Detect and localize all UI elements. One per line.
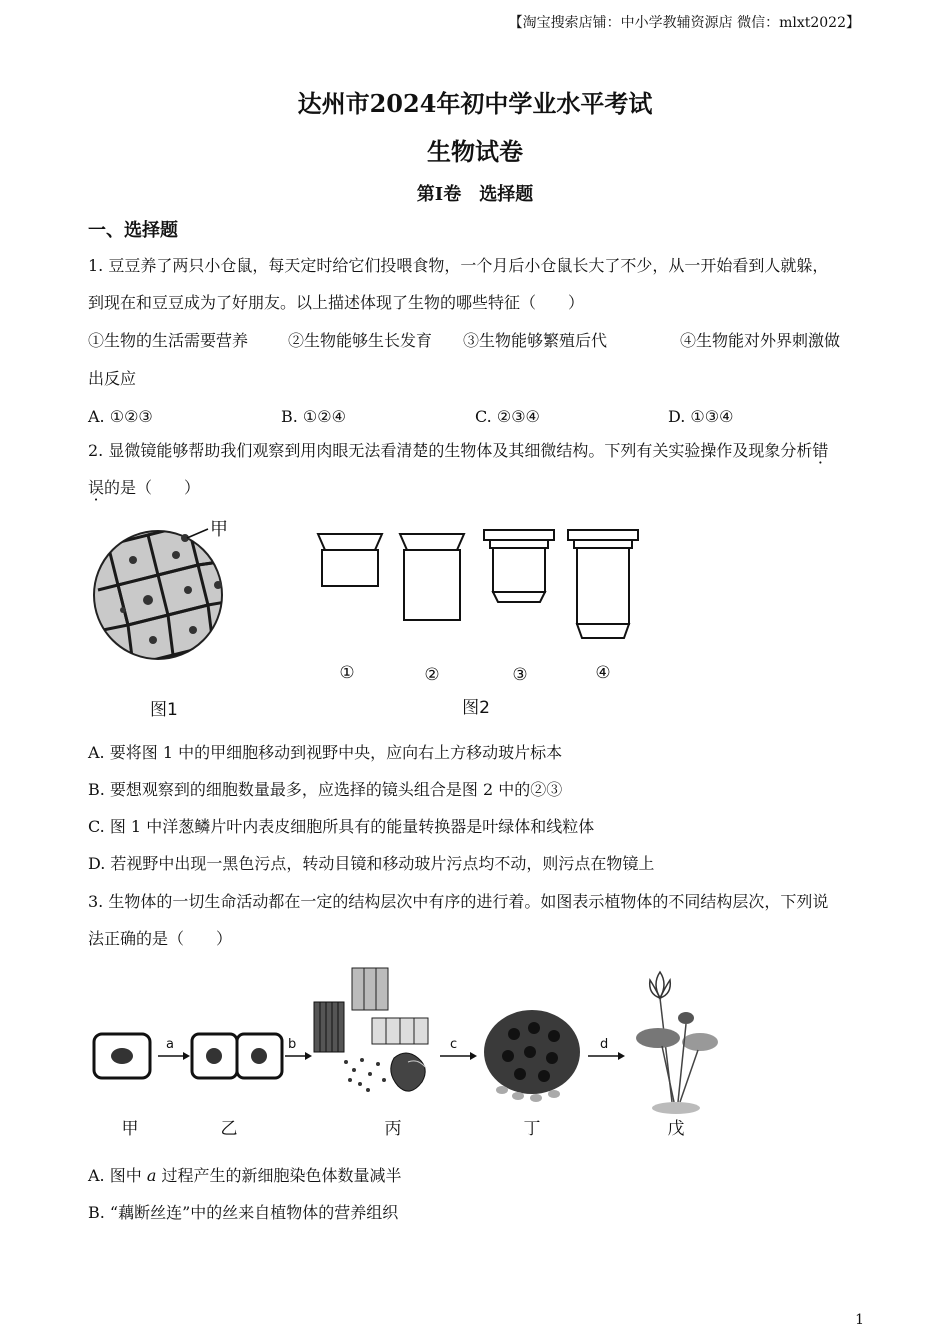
stage-label-jia: 甲 <box>121 1119 139 1139</box>
lens-label-3: ③ <box>512 665 528 685</box>
stage-label-ding: 丁 <box>523 1119 541 1139</box>
q1-statement-2: ②生物能够生长发育 <box>288 331 433 350</box>
arrow-label-b: b <box>288 1037 297 1052</box>
q1-statement-1: ①生物的生活需要营养 <box>88 331 249 350</box>
q2-emphasis-wu: 误 <box>88 478 105 497</box>
cell-jia <box>94 1034 150 1078</box>
stage-label-wu: 戊 <box>667 1119 685 1139</box>
stage-label-yi: 乙 <box>220 1119 238 1139</box>
q1-stem-line1: 1. 豆豆养了两只小仓鼠，每天定时给它们投喂食物，一个月后小仓鼠长大了不少，从一开始看到人就躲， <box>88 256 829 275</box>
q2-option-d: D. 若视野中出现一黑色污点，转动目镜和移动玻片污点均不动，则污点在物镜上 <box>88 854 655 873</box>
figure-3-structure-levels <box>88 962 728 1147</box>
q3-option-a-italic: a <box>146 1166 157 1185</box>
q3-stem-line1: 3. 生物体的一切生命活动都在一定的结构层次中有序的进行着。如图表示植物体的不同结构层次，下列说 <box>88 892 829 911</box>
q2-option-a: A. 要将图 1 中的甲细胞移动到视野中央，应向右上方移动玻片标本 <box>88 743 563 762</box>
q1-option-b: B. ①②④ <box>281 407 346 426</box>
lens-label-1: ① <box>339 663 355 683</box>
arrow-label-c: c <box>450 1037 458 1052</box>
section-heading: 一、选择题 <box>88 220 178 241</box>
q2-stem-line2-text: 的是（ ） <box>104 478 201 497</box>
lens-label-4: ④ <box>595 663 611 683</box>
organ-ding-lotus-pod <box>484 1010 580 1102</box>
subject-title: 生物试卷 <box>427 137 523 166</box>
stage-label-bing: 丙 <box>384 1119 402 1139</box>
q3-option-a-prefix: A. 图中 <box>88 1166 147 1185</box>
q2-stem-line1-text: 2. 显微镜能够帮助我们观察到用肉眼无法看清楚的生物体及其细微结构。下列有关实验操作及现象分析 <box>88 441 813 460</box>
q3-option-a-suffix: 过程产生的新细胞染色体数量减半 <box>156 1166 402 1185</box>
q1-statement-4-cont: 出反应 <box>88 369 137 388</box>
arrow-label-a: a <box>166 1037 174 1052</box>
q1-option-d: D. ①③④ <box>668 407 734 426</box>
arrow-b <box>285 1037 312 1060</box>
objective-short <box>484 530 554 602</box>
eyepiece-short <box>318 534 382 586</box>
page-header: 【淘宝搜索店铺：中小学教辅资源店 微信：mlxt2022】 <box>508 15 860 31</box>
q1-statement-3: ③生物能够繁殖后代 <box>463 331 608 350</box>
cells-yi <box>192 1034 282 1078</box>
q2-stem-line2 <box>88 477 200 499</box>
q2-stem-line1 <box>88 440 828 462</box>
objective-long <box>568 530 638 638</box>
figure-1-label: 图1 <box>150 700 178 720</box>
q3-option-b: B. “藕断丝连”中的丝来自植物体的营养组织 <box>88 1203 399 1222</box>
label-jia: 甲 <box>210 519 228 540</box>
lens-label-2: ② <box>424 665 440 685</box>
arrow-c <box>440 1037 477 1060</box>
q3-option-a <box>88 1165 401 1187</box>
arrow-label-d: d <box>600 1037 609 1052</box>
q2-option-b: B. 要想观察到的细胞数量最多，应选择的镜头组合是图 2 中的②③ <box>88 780 563 799</box>
figure-2-label: 图2 <box>462 698 490 718</box>
q2-option-c: C. 图 1 中洋葱鳞片叶内表皮细胞所具有的能量转换器是叶绿体和线粒体 <box>88 817 595 836</box>
arrow-a <box>158 1037 190 1060</box>
q3-stem-line2: 法正确的是（ ） <box>88 929 233 948</box>
q2-emphasis-cuo: 错 <box>812 441 829 460</box>
q1-statement-4: ④生物能对外界刺激做 <box>680 331 841 350</box>
plant-wu-lotus <box>636 972 718 1114</box>
arrow-d <box>588 1037 625 1060</box>
exam-title: 达州市2024年初中学业水平考试 <box>297 89 653 118</box>
figure-1-microscope-view <box>88 515 248 725</box>
q1-option-a: A. ①②③ <box>88 407 153 426</box>
figure-2-lenses <box>300 520 660 725</box>
tissues-bing <box>314 968 428 1092</box>
page-number: 1 <box>855 1312 864 1328</box>
q1-stem-line2: 到现在和豆豆成为了好朋友。以上描述体现了生物的哪些特征（ ） <box>88 293 585 312</box>
q1-option-c: C. ②③④ <box>475 407 540 426</box>
eyepiece-long <box>400 534 464 620</box>
part-title: 第Ⅰ卷 选择题 <box>416 184 534 205</box>
